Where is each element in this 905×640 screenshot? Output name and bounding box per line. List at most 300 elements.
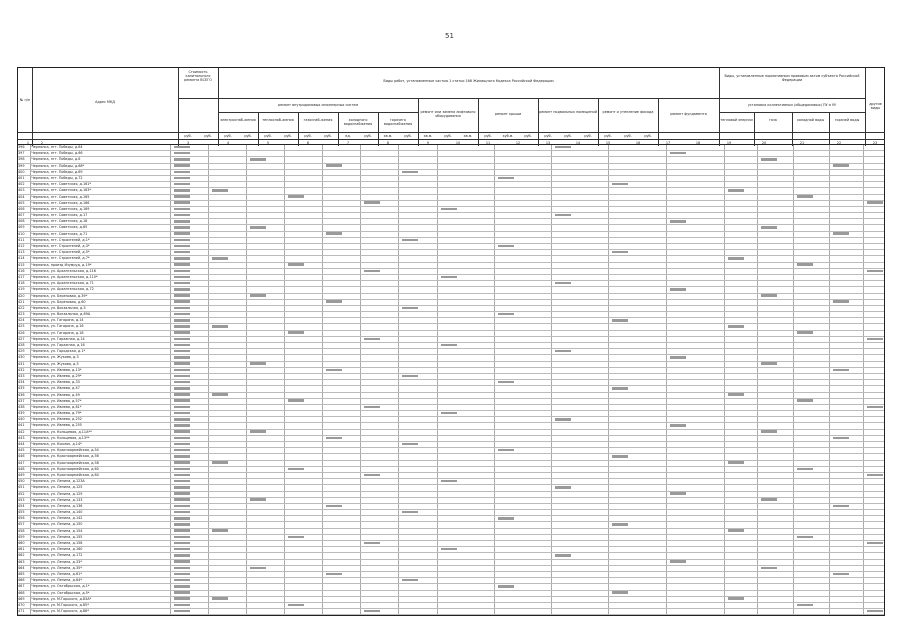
row-value-cell [209, 312, 247, 317]
row-value-cell [438, 467, 495, 472]
row-value-cell [609, 324, 666, 329]
row-value-cell [323, 368, 361, 373]
row-address: Чернянка, ул. Березовая, д.39* [31, 294, 170, 299]
row-value-cell [830, 423, 864, 428]
row-number: 468 [18, 591, 31, 596]
row-value-cell [609, 331, 666, 336]
row-address: Чернянка, ул. Ленина, д.160 [31, 547, 170, 552]
illegible-amount-mark [555, 486, 571, 489]
row-value-cell [864, 498, 884, 503]
row-value-cell [552, 238, 609, 243]
illegible-amount-mark [326, 573, 342, 576]
row-value-cell [830, 591, 864, 596]
row-value-cell [552, 485, 609, 490]
row-value-cell [323, 591, 361, 596]
row-value-cell [285, 219, 323, 224]
row-value-cell [725, 492, 758, 497]
row-value-cell [794, 244, 829, 249]
row-value-cell [285, 176, 323, 181]
row-value-cell [361, 492, 399, 497]
row-address: Чернянка, ул. Кольцевая, д.13** [31, 436, 170, 441]
row-value-cell [361, 423, 399, 428]
row-value-cell [495, 225, 552, 230]
illegible-amount-mark [498, 585, 514, 588]
row-value-cell [285, 423, 323, 428]
row-value-cell [323, 151, 361, 156]
row-value-cell [247, 498, 285, 503]
row-value-cell [323, 535, 361, 540]
row-value-cell [830, 411, 864, 416]
column-number: 7 [346, 140, 350, 145]
row-value-cell [864, 362, 884, 367]
row-value-cell [361, 405, 399, 410]
row-value-cell [667, 207, 725, 212]
header-meters-col: горячей воды [834, 118, 860, 122]
illegible-amount-mark [250, 430, 266, 433]
row-value-cell [399, 584, 437, 589]
row-value-cell [552, 572, 609, 577]
illegible-amount-mark [174, 294, 190, 297]
row-value-cell [667, 294, 725, 299]
row-value-cell [830, 250, 864, 255]
row-value-cell [285, 368, 323, 373]
row-value-cell [209, 467, 247, 472]
illegible-amount-mark [250, 294, 266, 297]
row-value-cell [667, 492, 725, 497]
row-value-cell [438, 411, 495, 416]
row-value-cell [609, 362, 666, 367]
row-value-cell [725, 485, 758, 490]
illegible-amount-mark [212, 189, 228, 192]
row-value-cell [171, 529, 209, 534]
unit-label: руб. [544, 133, 552, 138]
row-value-cell [552, 522, 609, 527]
row-address: Чернянка, ул. Гагарина, д.18 [31, 331, 170, 336]
illegible-amount-mark [174, 492, 190, 495]
row-number: 448 [18, 467, 31, 472]
row-number: 444 [18, 442, 31, 447]
row-value-cell [725, 201, 758, 206]
row-value-cell [830, 417, 864, 422]
row-value-cell [495, 244, 552, 249]
header-works-group: Виды работ, установленные частью 1 статьи 166 Жилищного Кодекса Российской Федерации [383, 79, 554, 83]
row-value-cell [209, 522, 247, 527]
row-value-cell [725, 386, 758, 391]
row-value-cell [399, 256, 437, 261]
row-value-cell [830, 522, 864, 527]
row-value-cell [794, 423, 829, 428]
illegible-amount-mark [761, 294, 777, 297]
row-value-cell [171, 547, 209, 552]
illegible-amount-mark [174, 375, 190, 378]
illegible-amount-mark [797, 263, 813, 266]
row-value-cell [171, 423, 209, 428]
unit-label: руб. [584, 133, 592, 138]
row-value-cell [794, 374, 829, 379]
row-value-cell [667, 349, 725, 354]
illegible-amount-mark [728, 257, 744, 260]
row-value-cell [667, 541, 725, 546]
row-value-cell [667, 151, 725, 156]
row-value-cell [864, 176, 884, 181]
row-address: Чернянка, пгт. Победы, д.6 [31, 157, 170, 162]
illegible-amount-mark [212, 461, 228, 464]
illegible-amount-mark [174, 579, 190, 582]
illegible-amount-mark [174, 251, 190, 254]
row-value-cell [552, 492, 609, 497]
row-value-cell [438, 312, 495, 317]
illegible-amount-mark [402, 375, 418, 378]
header-roof: ремонт крыши [494, 112, 522, 116]
row-value-cell [864, 300, 884, 305]
illegible-amount-mark [441, 208, 457, 211]
row-value-cell [725, 498, 758, 503]
row-value-cell [552, 479, 609, 484]
row-value-cell [667, 423, 725, 428]
row-value-cell [758, 541, 794, 546]
row-value-cell [830, 306, 864, 311]
row-value-cell [438, 393, 495, 398]
row-value-cell [495, 182, 552, 187]
row-value-cell [864, 553, 884, 558]
row-value-cell [495, 609, 552, 614]
row-value-cell [323, 405, 361, 410]
row-value-cell [830, 399, 864, 404]
row-value-cell [609, 164, 666, 169]
row-value-cell [758, 566, 794, 571]
row-value-cell [209, 182, 247, 187]
row-value-cell [552, 597, 609, 602]
row-value-cell [285, 609, 323, 614]
row-value-cell [609, 188, 666, 193]
illegible-amount-mark [670, 288, 686, 291]
row-value-cell [247, 553, 285, 558]
row-value-cell [438, 244, 495, 249]
row-value-cell [794, 399, 829, 404]
row-value-cell [609, 461, 666, 466]
row-value-cell [323, 324, 361, 329]
row-value-cell [247, 349, 285, 354]
illegible-amount-mark [174, 498, 190, 501]
page-number: 51 [445, 32, 454, 40]
row-value-cell [323, 597, 361, 602]
row-value-cell [323, 250, 361, 255]
row-value-cell [247, 560, 285, 565]
row-number: 402 [18, 182, 31, 187]
row-value-cell [794, 368, 829, 373]
row-value-cell [399, 380, 437, 385]
row-value-cell [725, 467, 758, 472]
row-number: 446 [18, 454, 31, 459]
row-value-cell [794, 318, 829, 323]
row-value-cell [438, 516, 495, 521]
row-value-cell [399, 436, 437, 441]
row-value-cell [864, 529, 884, 534]
row-value-cell [171, 417, 209, 422]
row-value-cell [758, 374, 794, 379]
row-value-cell [438, 591, 495, 596]
row-value-cell [438, 362, 495, 367]
row-value-cell [361, 269, 399, 274]
row-value-cell [794, 529, 829, 534]
illegible-amount-mark [761, 362, 777, 365]
row-value-cell [361, 368, 399, 373]
row-value-cell [285, 399, 323, 404]
row-value-cell [725, 182, 758, 187]
row-value-cell [361, 244, 399, 249]
row-value-cell [495, 275, 552, 280]
illegible-amount-mark [797, 604, 813, 607]
row-value-cell [171, 510, 209, 515]
row-value-cell [285, 405, 323, 410]
row-value-cell [609, 343, 666, 348]
row-value-cell [323, 578, 361, 583]
row-value-cell [794, 492, 829, 497]
row-value-cell [794, 306, 829, 311]
row-number: 410 [18, 232, 31, 237]
row-number: 447 [18, 461, 31, 466]
row-value-cell [758, 436, 794, 441]
row-value-cell [830, 479, 864, 484]
row-value-cell [209, 157, 247, 162]
illegible-amount-mark [326, 232, 342, 235]
row-value-cell [609, 454, 666, 459]
row-value-cell [247, 362, 285, 367]
illegible-amount-mark [174, 270, 190, 273]
row-value-cell [609, 479, 666, 484]
row-address: Чернянка, пгт. Победы, д.66 [31, 151, 170, 156]
row-value-cell [864, 164, 884, 169]
row-value-cell [399, 529, 437, 534]
illegible-amount-mark [174, 307, 190, 310]
row-address: Чернянка, ул. Ленина, д.33* [31, 560, 170, 565]
row-value-cell [725, 553, 758, 558]
row-value-cell [794, 337, 829, 342]
row-value-cell [171, 294, 209, 299]
illegible-amount-mark [498, 177, 514, 180]
row-value-cell [285, 411, 323, 416]
illegible-amount-mark [174, 418, 190, 421]
row-value-cell [725, 256, 758, 261]
row-value-cell [725, 343, 758, 348]
row-value-cell [794, 349, 829, 354]
row-value-cell [667, 331, 725, 336]
row-value-cell [864, 597, 884, 602]
row-value-cell [171, 405, 209, 410]
row-value-cell [794, 560, 829, 565]
row-value-cell [609, 374, 666, 379]
row-value-cell [209, 411, 247, 416]
row-value-cell [438, 145, 495, 150]
row-value-cell [794, 380, 829, 385]
row-value-cell [758, 399, 794, 404]
row-value-cell [399, 287, 437, 292]
row-value-cell [285, 349, 323, 354]
row-number: 462 [18, 553, 31, 558]
row-value-cell [725, 287, 758, 292]
row-value-cell [399, 461, 437, 466]
row-value-cell [864, 566, 884, 571]
row-value-cell [830, 225, 864, 230]
row-value-cell [864, 281, 884, 286]
row-value-cell [830, 207, 864, 212]
row-value-cell [864, 405, 884, 410]
row-value-cell [552, 294, 609, 299]
row-value-cell [209, 479, 247, 484]
row-value-cell [323, 238, 361, 243]
row-value-cell [438, 219, 495, 224]
row-value-cell [438, 473, 495, 478]
table-header [17, 67, 885, 145]
row-value-cell [864, 355, 884, 360]
unit-label: руб. [224, 133, 232, 138]
unit-label: руб. [624, 133, 632, 138]
row-value-cell [171, 411, 209, 416]
row-value-cell [438, 374, 495, 379]
row-value-cell [794, 522, 829, 527]
illegible-amount-mark [174, 344, 190, 347]
row-value-cell [209, 294, 247, 299]
row-value-cell [247, 238, 285, 243]
row-value-cell [247, 522, 285, 527]
illegible-amount-mark [797, 536, 813, 539]
row-value-cell [247, 399, 285, 404]
row-value-cell [323, 219, 361, 224]
row-value-cell [361, 151, 399, 156]
row-address: Чернянка, ул. Ленина, д.129 [31, 492, 170, 497]
row-value-cell [794, 386, 829, 391]
row-value-cell [171, 461, 209, 466]
row-value-cell [171, 609, 209, 614]
row-value-cell [285, 597, 323, 602]
row-value-cell [864, 547, 884, 552]
row-value-cell [399, 603, 437, 608]
illegible-amount-mark [364, 338, 380, 341]
row-value-cell [667, 442, 725, 447]
row-value-cell [361, 485, 399, 490]
row-value-cell [725, 535, 758, 540]
illegible-amount-mark [867, 610, 883, 613]
row-value-cell [667, 399, 725, 404]
row-value-cell [667, 170, 725, 175]
row-value-cell [285, 312, 323, 317]
row-value-cell [552, 318, 609, 323]
row-value-cell [725, 225, 758, 230]
row-value-cell [609, 275, 666, 280]
row-value-cell [609, 510, 666, 515]
row-value-cell [399, 423, 437, 428]
row-value-cell [209, 584, 247, 589]
row-value-cell [399, 164, 437, 169]
row-value-cell [171, 343, 209, 348]
row-value-cell [864, 188, 884, 193]
row-value-cell [361, 461, 399, 466]
row-value-cell [667, 430, 725, 435]
row-value-cell [495, 294, 552, 299]
illegible-amount-mark [833, 300, 849, 303]
row-address: Чернянка, ул. Ленина, д.123А [31, 479, 170, 484]
column-number: 2 [40, 140, 44, 145]
row-value-cell [361, 250, 399, 255]
row-value-cell [361, 510, 399, 515]
row-value-cell [667, 572, 725, 577]
row-value-cell [725, 368, 758, 373]
row-value-cell [725, 374, 758, 379]
row-address: Чернянка, ул. М.Горького, д.85* [31, 603, 170, 608]
row-value-cell [399, 343, 437, 348]
row-value-cell [323, 516, 361, 521]
row-value-cell [495, 195, 552, 200]
row-value-cell [495, 170, 552, 175]
row-value-cell [667, 584, 725, 589]
row-value-cell [609, 151, 666, 156]
row-value-cell [399, 145, 437, 150]
row-value-cell [495, 448, 552, 453]
illegible-amount-mark [212, 257, 228, 260]
row-value-cell [209, 510, 247, 515]
row-value-cell [438, 603, 495, 608]
row-value-cell [758, 157, 794, 162]
illegible-amount-mark [728, 461, 744, 464]
row-value-cell [399, 535, 437, 540]
illegible-amount-mark [867, 542, 883, 545]
row-value-cell [667, 275, 725, 280]
row-value-cell [830, 603, 864, 608]
row-value-cell [864, 151, 884, 156]
row-value-cell [609, 504, 666, 509]
row-value-cell [830, 473, 864, 478]
row-value-cell [758, 238, 794, 243]
row-value-cell [830, 151, 864, 156]
row-value-cell [399, 405, 437, 410]
row-value-cell [552, 553, 609, 558]
row-value-cell [285, 479, 323, 484]
row-value-cell [609, 467, 666, 472]
row-value-cell [209, 591, 247, 596]
row-value-cell [361, 355, 399, 360]
row-value-cell [667, 318, 725, 323]
row-value-cell [361, 164, 399, 169]
row-value-cell [361, 442, 399, 447]
row-number: 454 [18, 504, 31, 509]
illegible-amount-mark [441, 480, 457, 483]
row-value-cell [361, 349, 399, 354]
illegible-amount-mark [833, 232, 849, 235]
row-value-cell [495, 318, 552, 323]
row-value-cell [247, 225, 285, 230]
row-value-cell [209, 454, 247, 459]
row-value-cell [830, 145, 864, 150]
row-value-cell [323, 541, 361, 546]
row-value-cell [495, 522, 552, 527]
row-value-cell [209, 195, 247, 200]
row-value-cell [495, 287, 552, 292]
row-value-cell [323, 423, 361, 428]
row-value-cell [285, 232, 323, 237]
header-systems-col: горячего водоснабжения [383, 118, 413, 126]
row-value-cell [667, 238, 725, 243]
row-value-cell [171, 541, 209, 546]
row-value-cell [552, 368, 609, 373]
row-value-cell [399, 337, 437, 342]
row-value-cell [725, 609, 758, 614]
row-value-cell [323, 553, 361, 558]
row-value-cell [285, 448, 323, 453]
row-value-cell [361, 324, 399, 329]
row-value-cell [285, 566, 323, 571]
row-value-cell [609, 207, 666, 212]
row-value-cell [438, 399, 495, 404]
